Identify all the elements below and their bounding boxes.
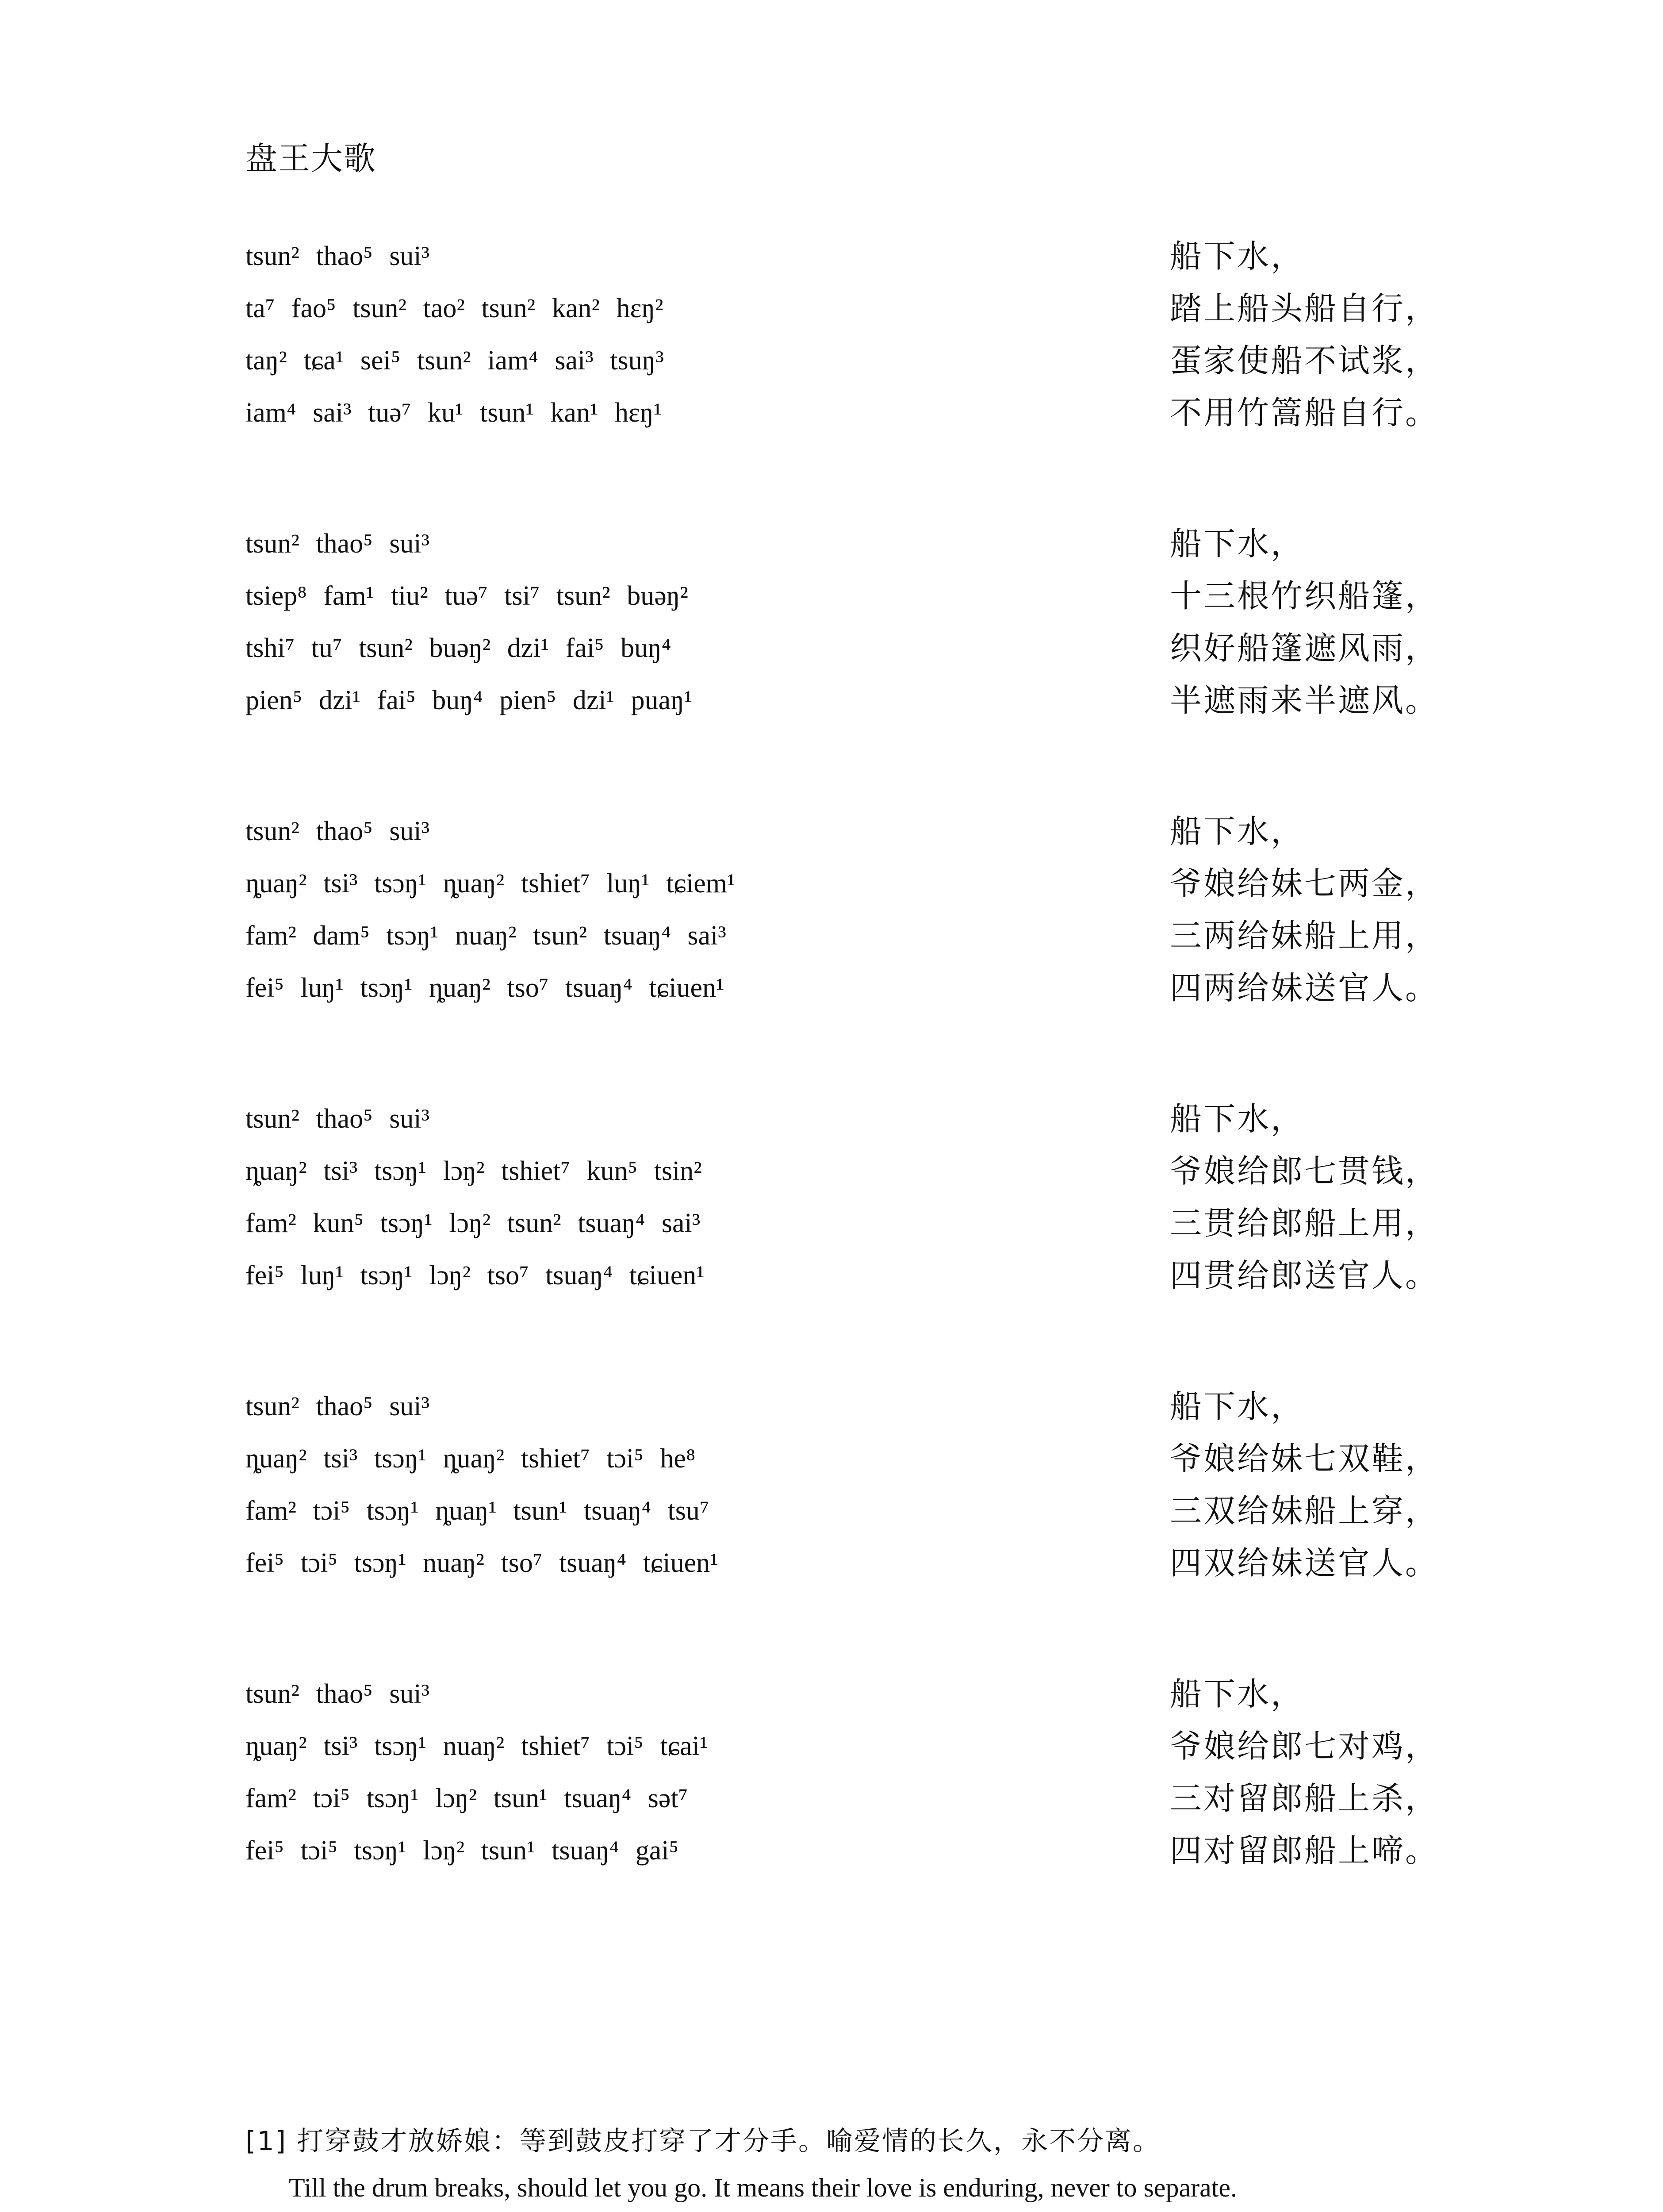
romanized-text: fei⁵ tɔi⁵ tsɔŋ¹ nuaŋ² tso⁷ tsuaŋ⁴ tɕiuen¹ xyxy=(245,1548,718,1578)
verse-line xyxy=(245,230,1448,282)
romanized-text: fam² tɔi⁵ tsɔŋ¹ ȵuaŋ¹ tsun¹ tsuaŋ⁴ tsu⁷ xyxy=(245,1496,709,1526)
chinese-text: 四贯给郎送官人。 xyxy=(1170,1257,1439,1294)
chinese-text: 半遮雨来半遮风。 xyxy=(1170,682,1439,719)
chinese-text: 三贯给郎船上用， xyxy=(1170,1205,1439,1242)
romanized-text: tsun² thao⁵ sui³ xyxy=(245,241,430,271)
romanized-text: pien⁵ dzi¹ fai⁵ buŋ⁴ pien⁵ dzi¹ puaŋ¹ xyxy=(245,685,693,715)
romanized-text: tsun² thao⁵ sui³ xyxy=(245,1391,430,1421)
romanized-text: ȵuaŋ² tsi³ tsɔŋ¹ ȵuaŋ² tshiet⁷ tɔi⁵ he⁸ xyxy=(245,1444,696,1474)
romanized-text: iam⁴ sai³ tuə⁷ ku¹ tsun¹ kan¹ hɛŋ¹ xyxy=(245,398,662,428)
romanized-text: ta⁷ fao⁵ tsun² tao² tsun² kan² hɛŋ² xyxy=(245,293,663,323)
romanized-text: fam² dam⁵ tsɔŋ¹ nuaŋ² tsun² tsuaŋ⁴ sai³ xyxy=(245,921,726,951)
verse-line xyxy=(245,1197,1448,1249)
chinese-text: 踏上船头船自行， xyxy=(1170,290,1439,327)
chinese-text: 三两给妹船上用， xyxy=(1170,917,1439,954)
chinese-text: 爷娘给郎七贯钱， xyxy=(1170,1152,1439,1190)
romanized-text: tshi⁷ tu⁷ tsun² buəŋ² dzi¹ fai⁵ buŋ⁴ xyxy=(245,633,671,663)
verse-line xyxy=(245,1485,1448,1537)
verse-line xyxy=(245,805,1448,857)
song-stanzas xyxy=(245,230,1448,1955)
chinese-text: 爷娘给郎七对鸡， xyxy=(1170,1728,1439,1765)
verse-line xyxy=(245,857,1448,910)
chinese-text: 船下水， xyxy=(1170,238,1305,275)
verse-line xyxy=(245,1432,1448,1485)
romanized-text: tsun² thao⁵ sui³ xyxy=(245,816,430,846)
stanza-4 xyxy=(245,1093,1448,1302)
chinese-text: 织好船篷遮风雨， xyxy=(1170,630,1439,667)
verse-line xyxy=(245,282,1448,334)
footnote xyxy=(245,2119,1440,2212)
chinese-text: 爷娘给妹七两金， xyxy=(1170,865,1439,902)
chinese-text: 蛋家使船不试浆， xyxy=(1170,342,1439,379)
verse-line xyxy=(245,1668,1448,1720)
romanized-text: fei⁵ luŋ¹ tsɔŋ¹ ȵuaŋ² tso⁷ tsuaŋ⁴ tɕiuen¹ xyxy=(245,973,724,1003)
verse-line xyxy=(245,570,1448,622)
chinese-text: 四对留郎船上啼。 xyxy=(1170,1832,1439,1869)
romanized-text: tsiep⁸ fam¹ tiu² tuə⁷ tsi⁷ tsun² buəŋ² xyxy=(245,581,688,611)
verse-line xyxy=(245,674,1448,726)
verse-line xyxy=(245,1720,1448,1772)
stanza-6 xyxy=(245,1668,1448,1877)
romanized-text: ȵuaŋ² tsi³ tsɔŋ¹ nuaŋ² tshiet⁷ tɔi⁵ tɕai¹ xyxy=(245,1731,708,1761)
romanized-text: tsun² thao⁵ sui³ xyxy=(245,1679,430,1709)
chinese-text: 船下水， xyxy=(1170,1100,1305,1137)
romanized-text: fam² kun⁵ tsɔŋ¹ lɔŋ² tsun² tsuaŋ⁴ sai³ xyxy=(245,1208,701,1238)
romanized-text: tsun² thao⁵ sui³ xyxy=(245,1104,430,1134)
romanized-text: ȵuaŋ² tsi³ tsɔŋ¹ lɔŋ² tshiet⁷ kun⁵ tsin² xyxy=(245,1156,702,1186)
running-header: 盘王大歌 xyxy=(245,140,377,177)
stanza-5 xyxy=(245,1380,1448,1589)
chinese-text: 爷娘给妹七双鞋， xyxy=(1170,1440,1439,1477)
footnote-chinese: [1] 打穿鼓才放娇娘：等到鼓皮打穿了才分手。喻爱情的长久，永不分离。 xyxy=(245,2126,1161,2157)
verse-line xyxy=(245,1380,1448,1432)
chinese-text: 十三根竹织船篷， xyxy=(1170,577,1439,614)
verse-line xyxy=(245,910,1448,962)
romanized-text: fei⁵ tɔi⁵ tsɔŋ¹ lɔŋ² tsun¹ tsuaŋ⁴ gai⁵ xyxy=(245,1836,679,1866)
romanized-text: ȵuaŋ² tsi³ tsɔŋ¹ ȵuaŋ² tshiet⁷ luŋ¹ tɕiem¹ xyxy=(245,868,736,899)
chinese-text: 船下水， xyxy=(1170,1675,1305,1713)
verse-line xyxy=(245,1145,1448,1197)
verse-line xyxy=(245,622,1448,674)
romanized-text: tsun² thao⁵ sui³ xyxy=(245,529,430,559)
chinese-text: 船下水， xyxy=(1170,525,1305,562)
chinese-text: 不用竹篙船自行。 xyxy=(1170,394,1439,431)
romanized-text: fam² tɔi⁵ tsɔŋ¹ lɔŋ² tsun¹ tsuaŋ⁴ sət⁷ xyxy=(245,1783,688,1813)
verse-line xyxy=(245,1249,1448,1302)
romanized-text: fei⁵ luŋ¹ tsɔŋ¹ lɔŋ² tso⁷ tsuaŋ⁴ tɕiuen¹ xyxy=(245,1260,705,1290)
footnote-english: Till the drum breaks, should let you go. It means their love is enduring, never to separate. xyxy=(289,2173,1238,2202)
verse-line xyxy=(245,1537,1448,1589)
stanza-2 xyxy=(245,518,1448,726)
chinese-text: 四双给妹送官人。 xyxy=(1170,1544,1439,1582)
verse-line xyxy=(245,518,1448,570)
chinese-text: 船下水， xyxy=(1170,813,1305,850)
verse-line xyxy=(245,334,1448,387)
chinese-text: 三双给妹船上穿， xyxy=(1170,1492,1439,1529)
chinese-text: 三对留郎船上杀， xyxy=(1170,1780,1439,1817)
verse-line xyxy=(245,962,1448,1014)
stanza-3 xyxy=(245,805,1448,1014)
verse-line xyxy=(245,387,1448,439)
verse-line xyxy=(245,1093,1448,1145)
romanized-text: taŋ² tɕa¹ sei⁵ tsun² iam⁴ sai³ tsuŋ³ xyxy=(245,346,664,376)
stanza-1 xyxy=(245,230,1448,439)
verse-line xyxy=(245,1772,1448,1824)
verse-line xyxy=(245,1824,1448,1877)
chinese-text: 船下水， xyxy=(1170,1388,1305,1425)
chinese-text: 四两给妹送官人。 xyxy=(1170,969,1439,1006)
